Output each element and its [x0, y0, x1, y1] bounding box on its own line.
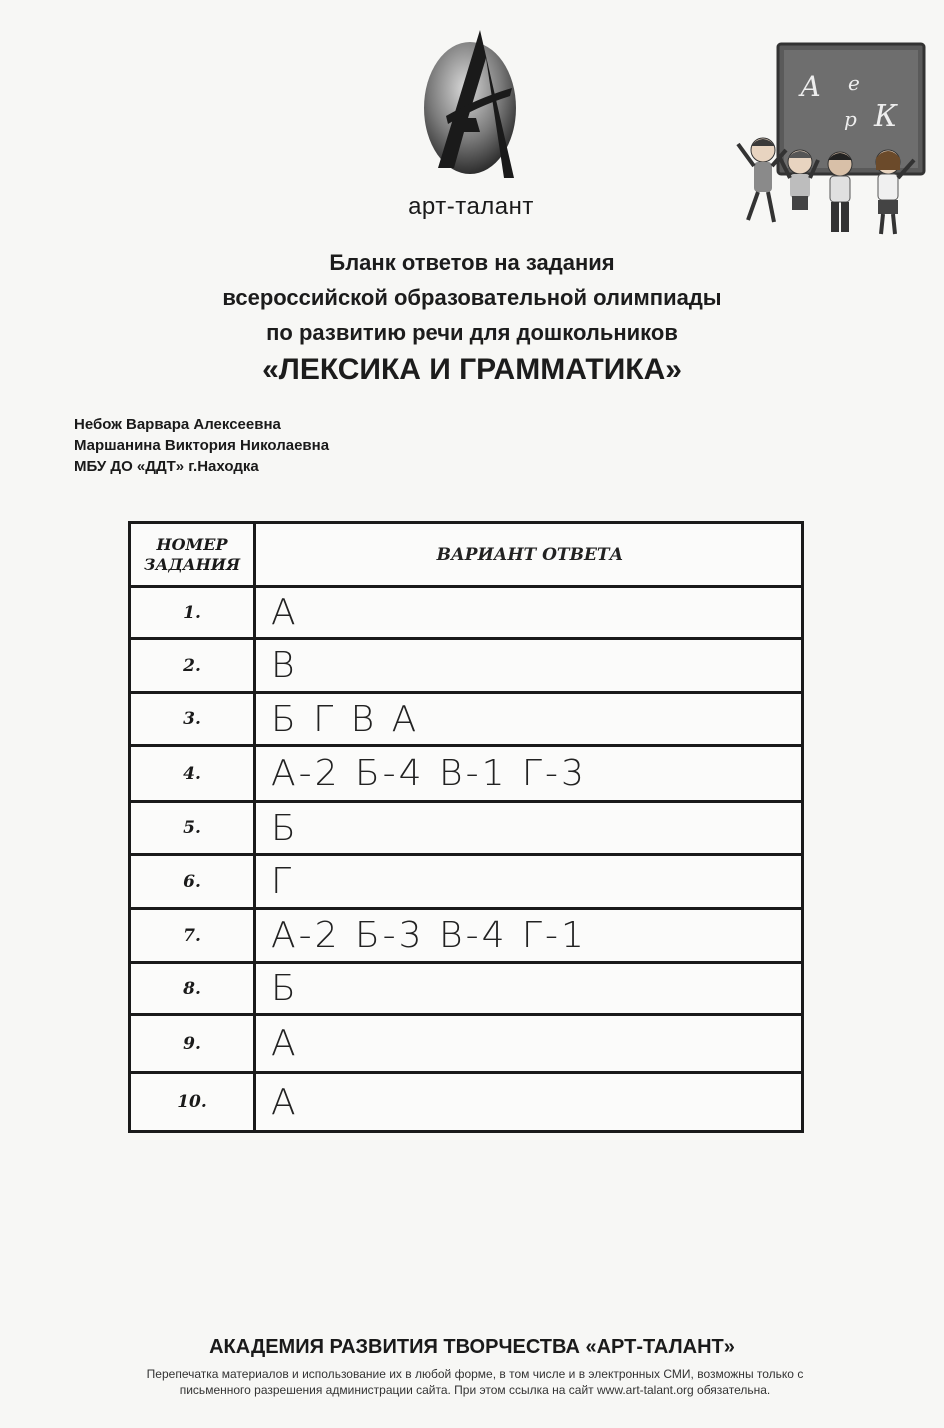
- task-number: 10.: [131, 1074, 256, 1130]
- answer-field[interactable]: А-2 Б-4 В-1 Г-3: [271, 753, 587, 794]
- brand-name: арт-талант: [408, 193, 534, 220]
- table-row: [131, 588, 801, 640]
- task-number: 5.: [131, 803, 256, 853]
- task-number: 6.: [131, 856, 256, 907]
- answer-field[interactable]: А-2 Б-3 В-4 Г-1: [271, 915, 587, 956]
- table-row: [131, 747, 801, 803]
- answer-field[interactable]: Б: [271, 807, 299, 849]
- footer-note-line: письменного разрешения администрации сайта. При этом ссылка на сайт www.art-talant.org обязательна.: [179, 1383, 771, 1397]
- table-row: [131, 964, 801, 1016]
- heading-line-1: Бланк ответов на задания: [329, 250, 615, 275]
- column-header-number-line: НОМЕР: [156, 534, 228, 554]
- table-row: [131, 640, 801, 694]
- footer-note-line: Перепечатка материалов и использование их в любой форме, в том числе и в электронных СМИ, возможны только с: [146, 1367, 804, 1381]
- task-number: 2.: [131, 640, 256, 691]
- table-row: [131, 910, 801, 964]
- column-header-number: [131, 524, 256, 585]
- authors-block: [74, 414, 329, 477]
- task-number: 9.: [131, 1016, 256, 1071]
- author-line: Маршанина Виктория Николаевна: [74, 437, 330, 454]
- table-header-row: [131, 524, 801, 588]
- board-letter: А: [800, 70, 822, 103]
- task-number: 3.: [131, 694, 256, 744]
- board-letter: К: [874, 99, 898, 134]
- board-letter: р: [844, 107, 857, 131]
- task-number: 4.: [131, 747, 256, 800]
- column-header-number-line: ЗАДАНИЯ: [143, 554, 241, 574]
- answer-table: [128, 521, 804, 1133]
- answer-field[interactable]: Г: [271, 861, 295, 902]
- task-number: 7.: [131, 910, 256, 961]
- footer-title: АКАДЕМИЯ РАЗВИТИЯ ТВОРЧЕСТВА «АРТ-ТАЛАНТ»: [209, 1336, 735, 1358]
- art-talant-logo-icon: [420, 28, 520, 178]
- table-row: [131, 694, 801, 747]
- kids-chalkboard-illustration: [728, 40, 928, 240]
- organization-line: МБУ ДО «ДДТ» г.Находка: [74, 458, 259, 475]
- answer-field[interactable]: А: [271, 1023, 299, 1064]
- table-row: [131, 1016, 801, 1074]
- answer-field[interactable]: Б Г В А: [271, 698, 420, 740]
- answer-field[interactable]: В: [271, 645, 298, 686]
- table-row: [131, 803, 801, 856]
- table-row: [131, 1074, 801, 1130]
- footer-copyright-note: [80, 1366, 870, 1398]
- heading-line-2: всероссийской образовательной олимпиады: [222, 285, 722, 310]
- heading-line-3: по развитию речи для дошкольников: [266, 320, 678, 345]
- table-row: [131, 856, 801, 910]
- answer-field[interactable]: А: [271, 1081, 299, 1123]
- answer-field[interactable]: А: [271, 592, 299, 633]
- board-letter: е: [848, 71, 860, 95]
- task-number: 1.: [131, 588, 256, 637]
- column-header-answer: ВАРИАНТ ОТВЕТА: [436, 544, 624, 565]
- task-number: 8.: [131, 964, 256, 1013]
- author-line: Небож Варвара Алексеевна: [74, 416, 281, 433]
- answer-field[interactable]: Б: [271, 968, 299, 1009]
- olympiad-title: «ЛЕКСИКА И ГРАММАТИКА»: [262, 353, 682, 386]
